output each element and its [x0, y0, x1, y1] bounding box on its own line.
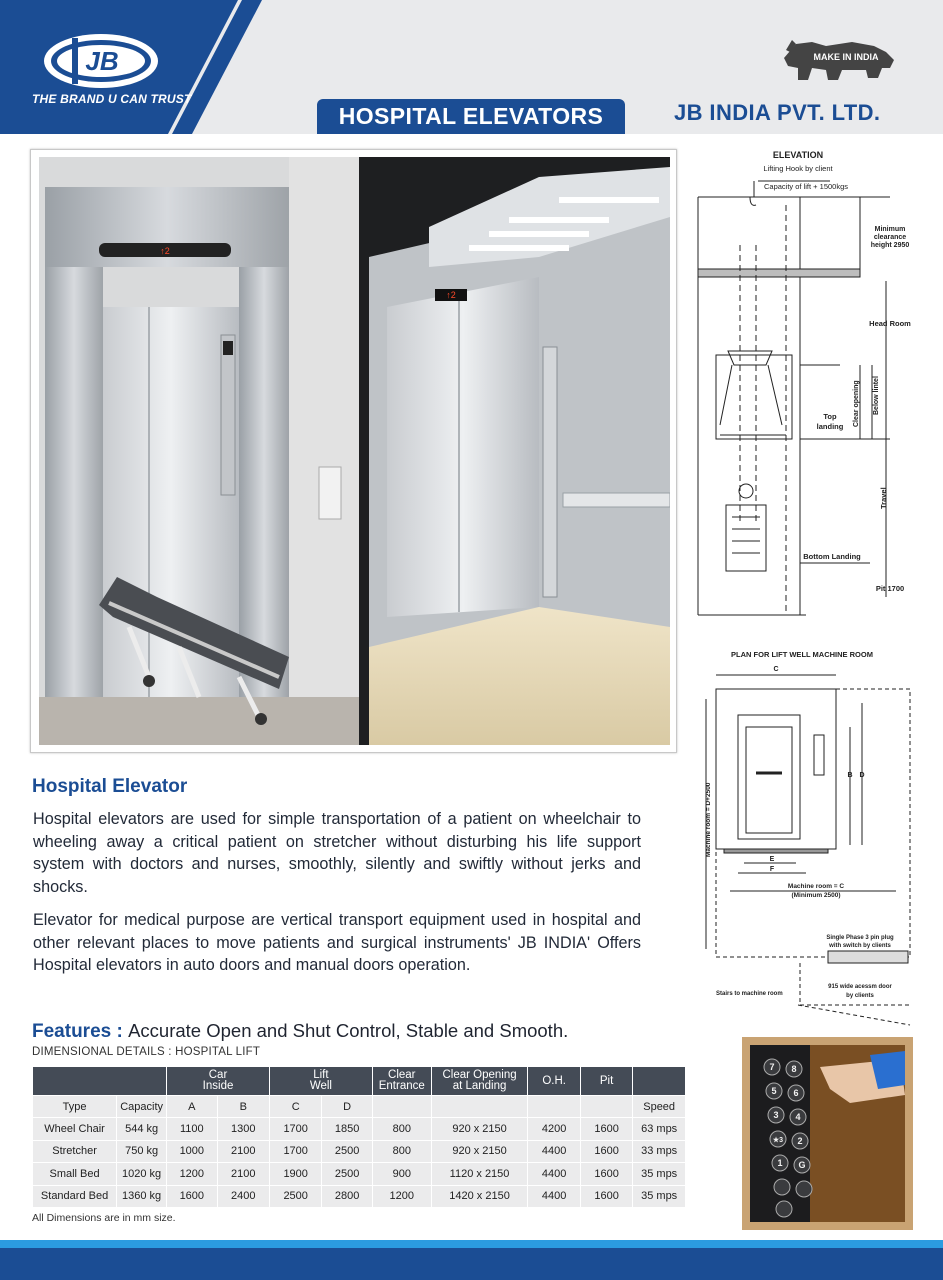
subheader-speed: Speed [633, 1096, 685, 1117]
cell-pit: 1600 [581, 1186, 632, 1208]
floor-indicator-right: ↑2 [446, 290, 456, 300]
table-header-blank-speed [633, 1067, 685, 1095]
subheader-empty [528, 1096, 579, 1117]
cell-speed: 35 mps [633, 1163, 685, 1185]
pit-label: Pit 1700 [875, 584, 905, 593]
table-header-clear-entrance: Clear Entrance [373, 1067, 431, 1095]
cell-b: 2400 [218, 1186, 269, 1208]
subheader-empty [432, 1096, 528, 1117]
subheader-a: A [167, 1096, 216, 1117]
cell-d: 2500 [322, 1163, 371, 1185]
jb-logo [42, 32, 160, 90]
button-label: G [798, 1160, 806, 1170]
min-clearance-1: Minimum [874, 226, 906, 233]
stairs-label: Stairs to machine room [716, 991, 783, 997]
cell-b: 1300 [218, 1118, 269, 1140]
table-header-oh: O.H. [528, 1067, 579, 1095]
cell-a: 1000 [167, 1141, 216, 1163]
subheader-c: C [270, 1096, 321, 1117]
elevation-drawing [690, 145, 916, 625]
cell-type: Stretcher [33, 1141, 116, 1163]
features-line [32, 1020, 568, 1043]
table-group-header-row [33, 1067, 685, 1095]
table-row [33, 1186, 685, 1208]
button-label: 6 [793, 1088, 799, 1098]
cell-oh: 4400 [528, 1186, 579, 1208]
make-in-india-logo [782, 38, 898, 84]
access-door-1: 915 wide acessm door [828, 984, 892, 990]
subheader-d: D [322, 1096, 371, 1117]
dimensional-title: DIMENSIONAL DETAILS : HOSPITAL LIFT [32, 1046, 261, 1058]
cell-b: 2100 [218, 1163, 269, 1185]
footer-bar [0, 1248, 943, 1280]
footer-accent-bar [0, 1240, 943, 1248]
clear-opening: Clear opening [853, 380, 860, 427]
cell-clear-opening: 1120 x 2150 [432, 1163, 528, 1185]
plan-title: PLAN FOR LIFT WELL MACHINE ROOM [731, 650, 873, 659]
cell-oh: 4400 [528, 1141, 579, 1163]
table-row [33, 1163, 685, 1185]
company-name: JB INDIA PVT. LTD. [674, 100, 881, 125]
button-label: 7 [769, 1062, 775, 1072]
plan-f: F [769, 866, 775, 873]
page-header [0, 0, 943, 134]
button-label: ★3 [772, 1137, 784, 1144]
elevation-title: ELEVATION [772, 150, 824, 160]
cell-type: Standard Bed [33, 1186, 116, 1208]
cell-d: 2800 [322, 1186, 371, 1208]
cell-clear-opening: 1420 x 2150 [432, 1186, 528, 1208]
plan-e: E [769, 856, 775, 863]
cell-a: 1200 [167, 1163, 216, 1185]
plan-b: B [847, 772, 853, 779]
button-label: 5 [771, 1086, 777, 1096]
top-landing-1: Top [823, 412, 837, 421]
elevation-hook: Lifting Hook by client [763, 164, 833, 173]
machine-room-c-2: (Minimum 2500) [791, 892, 841, 899]
features-text: Accurate Open and Shut Control, Stable and Smooth. [128, 1020, 569, 1041]
description-paragraph-1: Hospital elevators are used for simple transportation of a patient on wheelchair to wheeling away a critical patient on stretcher without disturbing his life support system with doctors and nurses, smoothly, silently and swiftly without jerks and shocks. [33, 810, 641, 896]
cell-clear-entrance: 900 [373, 1163, 431, 1185]
table-header-clear-opening: Clear Opening at Landing [432, 1067, 528, 1095]
cell-d: 1850 [322, 1118, 371, 1140]
cell-a: 1600 [167, 1186, 216, 1208]
cell-d: 2500 [322, 1141, 371, 1163]
cell-pit: 1600 [581, 1141, 632, 1163]
button-label: 1 [777, 1158, 783, 1168]
cell-type: Small Bed [33, 1163, 116, 1185]
cell-c: 1700 [270, 1118, 321, 1140]
table-header-lift-well: Lift Well [270, 1067, 372, 1095]
logo-text: JB [85, 46, 119, 76]
cell-oh: 4200 [528, 1118, 579, 1140]
bottom-landing: Bottom Landing [803, 552, 861, 561]
cell-capacity: 1020 kg [117, 1163, 166, 1185]
cell-c: 1900 [270, 1163, 321, 1185]
cell-type: Wheel Chair [33, 1118, 116, 1140]
top-landing-2: landing [816, 422, 844, 431]
machine-room-vertical: Machine room = D+2500 [705, 782, 712, 857]
cell-capacity: 544 kg [117, 1118, 166, 1140]
cell-speed: 33 mps [633, 1141, 685, 1163]
subheader-b: B [218, 1096, 269, 1117]
table-header-blank [33, 1067, 166, 1095]
table-row [33, 1118, 685, 1140]
plan-drawing [696, 645, 918, 1027]
button-label: 2 [797, 1136, 803, 1146]
floor-indicator-left: ↑2 [160, 246, 170, 256]
make-in-india-text: MAKE IN INDIA [813, 52, 879, 62]
button-panel-photo [742, 1037, 913, 1230]
cell-capacity: 1360 kg [117, 1186, 166, 1208]
cell-c: 2500 [270, 1186, 321, 1208]
button-label: 3 [773, 1110, 779, 1120]
button-label: 4 [795, 1112, 801, 1122]
cell-capacity: 750 kg [117, 1141, 166, 1163]
plan-d: D [859, 772, 865, 779]
min-clearance-2: clearance [873, 234, 907, 241]
spec-table [32, 1066, 686, 1208]
button-label: 8 [791, 1064, 797, 1074]
subheader-type: Type [33, 1096, 116, 1117]
section-title: Hospital Elevator [32, 776, 188, 797]
dimensions-note: All Dimensions are in mm size. [32, 1212, 176, 1224]
travel: Travel [879, 487, 888, 509]
elevator-photo [30, 149, 677, 753]
subheader-capacity: Capacity [117, 1096, 166, 1117]
description-paragraph-2: Elevator for medical purpose are vertical transport equipment used in hospital and other relevant places to move patients and surgical instruments' JB INDIA' Offers Hospital elevators in auto doors and manual doors operation. [33, 911, 641, 974]
table-row [33, 1141, 685, 1163]
head-room: Head Room [869, 319, 911, 328]
cell-speed: 35 mps [633, 1186, 685, 1208]
cell-pit: 1600 [581, 1163, 632, 1185]
machine-room-c-1: Machine room = C [787, 883, 845, 890]
subheader-empty [373, 1096, 431, 1117]
table-header-pit: Pit [581, 1067, 632, 1095]
table-header-car-inside: Car Inside [167, 1067, 269, 1095]
plan-c-top: C [773, 666, 779, 673]
min-clearance-3: height 2950 [870, 242, 910, 249]
table-subheader-row [33, 1096, 685, 1117]
cell-oh: 4400 [528, 1163, 579, 1185]
cell-pit: 1600 [581, 1118, 632, 1140]
page-title: HOSPITAL ELEVATORS [338, 103, 604, 129]
cell-clear-opening: 920 x 2150 [432, 1118, 528, 1140]
below-lintel: Below lintel [873, 376, 880, 415]
cell-speed: 63 mps [633, 1118, 685, 1140]
cell-a: 1100 [167, 1118, 216, 1140]
elevation-capacity: Capacity of lift + 1500kgs [764, 182, 849, 191]
cell-clear-entrance: 800 [373, 1141, 431, 1163]
features-label: Features : [32, 1021, 123, 1042]
access-door-2: by clients [846, 993, 874, 999]
subheader-empty [581, 1096, 632, 1117]
cell-clear-opening: 920 x 2150 [432, 1141, 528, 1163]
cell-c: 1700 [270, 1141, 321, 1163]
single-phase-1: Single Phase 3 pin plug [826, 935, 894, 941]
tagline: THE BRAND U CAN TRUST [32, 92, 192, 106]
cell-b: 2100 [218, 1141, 269, 1163]
page-title-box [317, 99, 625, 134]
cell-clear-entrance: 1200 [373, 1186, 431, 1208]
single-phase-2: with switch by clients [829, 943, 891, 949]
cell-clear-entrance: 800 [373, 1118, 431, 1140]
